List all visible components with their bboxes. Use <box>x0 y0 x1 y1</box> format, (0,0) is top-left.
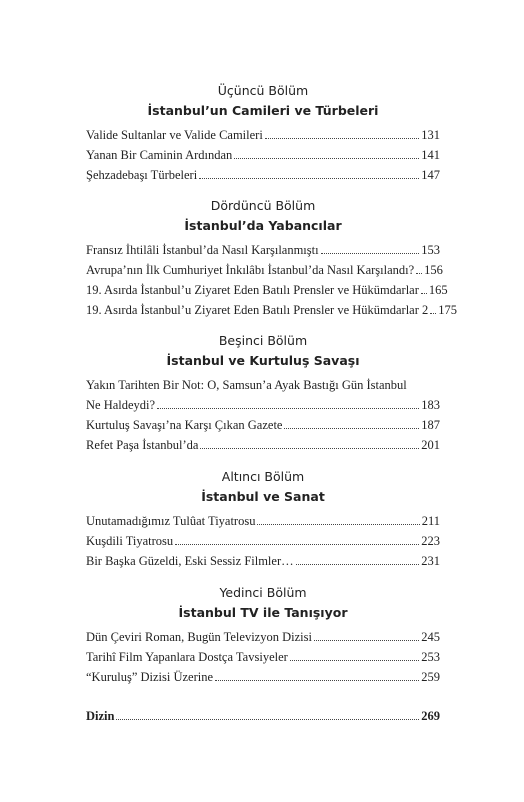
entry-title: Ne Haldeydi? <box>86 398 156 412</box>
toc-entry[interactable] <box>86 627 440 647</box>
toc-entry <box>86 395 440 415</box>
toc-entry[interactable] <box>86 551 440 571</box>
entry-title: Kuşdili Tiyatrosu <box>86 534 174 548</box>
entry-title: Yanan Bir Caminin Ardından <box>86 148 233 162</box>
dot-leader <box>284 428 419 429</box>
toc-entry[interactable] <box>86 435 440 455</box>
toc-section-7 <box>86 583 440 687</box>
toc-entry[interactable] <box>86 260 443 280</box>
entry-page: 245 <box>421 630 440 644</box>
toc-entry[interactable] <box>86 165 440 185</box>
entry-title: Unutamadığımız Tulûat Tiyatrosu <box>86 514 256 528</box>
dot-leader <box>290 660 419 661</box>
toc-entry[interactable] <box>86 240 440 260</box>
toc-entry[interactable] <box>86 280 448 300</box>
dot-leader <box>430 313 436 314</box>
toc-entry[interactable] <box>86 511 440 531</box>
section-label: Beşinci Bölüm <box>218 333 308 348</box>
entry-page: 156 <box>424 263 443 277</box>
section-title: İstanbul ve Kurtuluş Savaşı <box>166 353 360 368</box>
toc-entry-multiline[interactable] <box>86 375 440 415</box>
entry-page: 147 <box>421 168 440 182</box>
index-entry-block <box>86 706 440 726</box>
entry-page: 141 <box>421 148 440 162</box>
toc-section-4 <box>86 196 458 320</box>
dot-leader <box>314 640 419 641</box>
entry-page: 175 <box>438 303 458 317</box>
entry-title: Dün Çeviri Roman, Bugün Televizyon Dizisi <box>86 630 312 644</box>
entry-title: 19. Asırda İstanbul’u Ziyaret Eden Batılı Prensler ve Hükümdarlar <box>86 283 419 297</box>
section-title: İstanbul’un Camileri ve Türbeleri <box>147 103 379 118</box>
section-label: Dördüncü Bölüm <box>210 198 316 213</box>
dot-leader <box>257 524 419 525</box>
entry-page: 201 <box>421 438 440 452</box>
entry-page: 259 <box>421 670 440 684</box>
entry-title: Tarihî Film Yapanlara Dostça Tavsiyeler <box>86 650 288 664</box>
section-entries <box>86 375 440 455</box>
entry-page: 211 <box>421 514 440 528</box>
entry-title: “Kuruluş” Dizisi Üzerine <box>86 670 214 684</box>
section-entries <box>86 511 440 571</box>
toc-entry[interactable] <box>86 531 440 551</box>
dot-leader <box>157 408 419 409</box>
section-entries <box>86 627 440 687</box>
section-title: İstanbul ve Sanat <box>201 489 325 504</box>
section-title: İstanbul’da Yabancılar <box>184 218 342 233</box>
toc-entry[interactable] <box>86 300 458 320</box>
dot-leader <box>296 564 420 565</box>
toc-entry[interactable] <box>86 145 440 165</box>
entry-page: 253 <box>421 650 440 664</box>
entry-title: Avrupa’nın İlk Cumhuriyet İnkılâbı İstanbul’da Nasıl Karşılandı? <box>86 263 415 277</box>
dot-leader <box>215 680 419 681</box>
dot-leader <box>416 273 422 274</box>
toc-section-6 <box>86 467 440 571</box>
entry-page: 269 <box>421 709 440 723</box>
dot-leader <box>116 719 419 720</box>
dot-leader <box>199 178 419 179</box>
dot-leader <box>421 293 427 294</box>
entry-page: 165 <box>428 283 448 297</box>
section-title: İstanbul TV ile Tanışıyor <box>178 605 348 620</box>
entry-page: 187 <box>421 418 440 432</box>
toc-entry[interactable] <box>86 667 440 687</box>
dot-leader <box>200 448 419 449</box>
entry-page: 231 <box>421 554 440 568</box>
toc-entry-index[interactable] <box>86 706 440 726</box>
entry-title-line1: Yakın Tarihten Bir Not: O, Samsun’a Ayak Bastığı Gün İstanbul <box>86 378 407 392</box>
section-label: Üçüncü Bölüm <box>217 83 309 98</box>
entry-title: Kurtuluş Savaşı’na Karşı Çıkan Gazete <box>86 418 283 432</box>
entry-title: Dizin <box>86 709 115 723</box>
entry-page: 153 <box>421 243 440 257</box>
toc-entry[interactable] <box>86 647 440 667</box>
entry-title: Valide Sultanlar ve Valide Camileri <box>86 128 263 142</box>
dot-leader <box>321 253 420 254</box>
entry-title: Refet Paşa İstanbul’da <box>86 438 199 452</box>
dot-leader <box>175 544 419 545</box>
entry-page: 223 <box>421 534 440 548</box>
section-entries <box>86 125 440 185</box>
entry-title: Fransız İhtilâli İstanbul’da Nasıl Karşılanmıştı <box>86 243 319 257</box>
toc-entry[interactable] <box>86 125 440 145</box>
section-label: Yedinci Bölüm <box>219 585 307 600</box>
toc-section-5 <box>86 331 440 455</box>
section-label: Altıncı Bölüm <box>221 469 305 484</box>
entry-page: 183 <box>421 398 440 412</box>
entry-page: 131 <box>421 128 440 142</box>
entry-title: Bir Başka Güzeldi, Eski Sessiz Filmler… <box>86 554 294 568</box>
section-entries <box>86 240 458 320</box>
toc-section-3 <box>86 81 440 185</box>
dot-leader <box>234 158 419 159</box>
entry-title: Şehzadebaşı Türbeleri <box>86 168 198 182</box>
toc-entry[interactable] <box>86 415 440 435</box>
entry-title: 19. Asırda İstanbul’u Ziyaret Eden Batılı Prensler ve Hükümdarlar 2 <box>86 303 429 317</box>
dot-leader <box>265 138 419 139</box>
